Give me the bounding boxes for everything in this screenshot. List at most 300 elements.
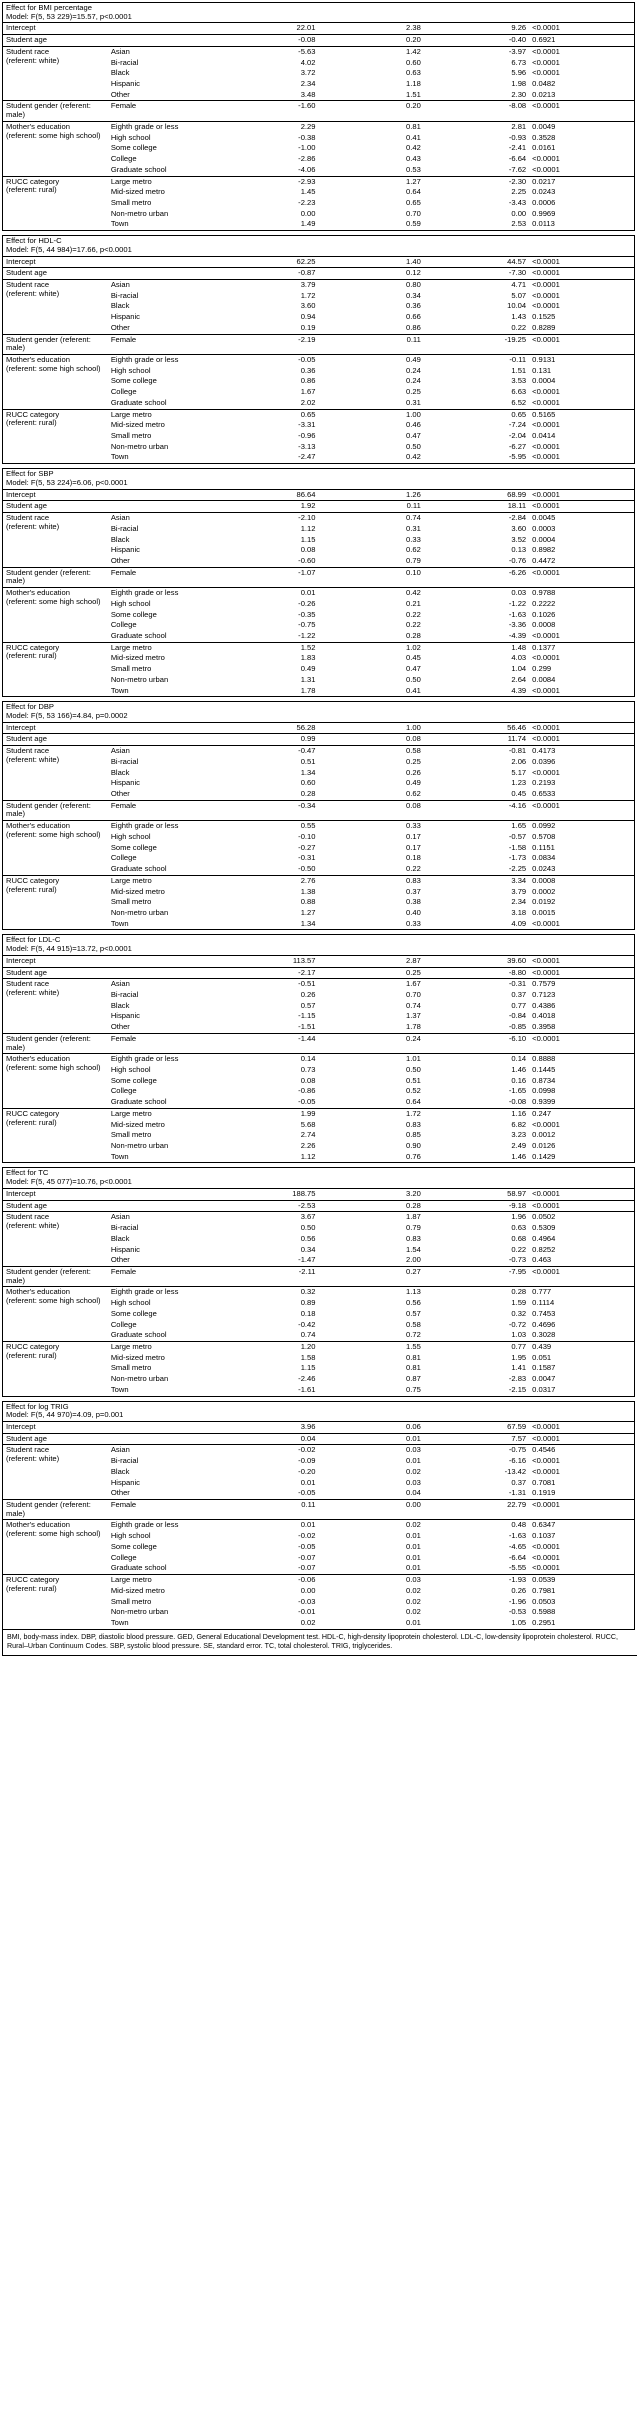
row-level: Asian [108,979,213,990]
estimate-cell: 2.02 [300,397,316,407]
p-cell: <0.0001 [529,800,634,820]
p-cell: <0.0001 [532,290,560,300]
t-cell: -0.73 [508,1255,527,1265]
row-level [108,1433,213,1445]
row-level: High school [110,1531,151,1541]
row-level: Bi-racial [110,290,139,300]
row-label: Student age [3,1433,108,1445]
estimate-cell: 0.55 [213,821,318,832]
t-cell: -1.65 [508,1086,527,1096]
estimate-cell: 1.34 [300,767,316,777]
p-cell: <0.0001 [532,685,560,695]
se-cell: 0.02 [406,1585,421,1595]
t-cell: 1.23 [511,778,527,788]
row-label: Student gender (referent: male) [3,1033,108,1053]
t-cell: -4.65 [508,1541,527,1551]
section-spacer [0,1397,637,1399]
se-cell: 0.37 [406,886,421,896]
se-cell: 0.50 [406,674,421,684]
table-row [3,279,635,290]
t-cell: 4.71 [424,279,529,290]
p-cell: <0.0001 [532,1456,560,1466]
p-cell: <0.0001 [529,46,634,57]
row-level: Mid-sized metro [110,886,165,896]
p-cell: 0.0243 [532,187,556,197]
se-cell: 1.72 [318,1108,423,1119]
t-cell: 1.05 [511,1617,527,1627]
p-cell: 0.0008 [529,875,634,886]
section-outcome-label: Effect for log TRIG [6,1401,69,1411]
estimate-cell: 1.72 [300,290,316,300]
t-cell: -2.83 [508,1374,527,1384]
section-outcome-label: Effect for HDL-C [6,236,62,246]
t-cell: -4.39 [508,630,527,640]
estimate-cell: 1.12 [300,1151,316,1161]
se-cell: 0.20 [318,35,423,47]
row-level: Small metro [110,1363,152,1373]
se-cell: 0.41 [406,685,421,695]
se-cell: 0.43 [406,154,421,164]
se-cell: 1.27 [318,176,423,187]
section-model-label: Model: F(5, 44 984)=17.66, p<0.0001 [6,244,132,254]
table-row [3,355,635,366]
t-cell: 3.52 [511,534,527,544]
p-cell: 0.0502 [529,1212,634,1223]
p-cell: 0.8289 [532,322,556,332]
p-cell: <0.0001 [532,1119,560,1129]
se-cell: 0.38 [406,897,421,907]
p-cell: 0.1587 [532,1363,556,1373]
t-cell: 1.98 [511,79,527,89]
group-referent: (referent: some high school) [6,130,101,140]
t-cell: -2.41 [508,143,527,153]
t-cell: 44.57 [507,256,527,266]
t-cell: -13.42 [504,1466,527,1476]
row-label [3,355,108,410]
t-cell: -2.04 [508,431,527,441]
estimate-cell: 0.51 [300,756,316,766]
row-label: Student age [3,501,108,513]
p-cell: <0.0001 [532,301,560,311]
estimate-cell: -0.07 [298,1552,316,1562]
row-level: High school [110,1065,151,1074]
t-cell: 0.32 [511,1308,527,1318]
estimate-cell: -2.46 [298,1374,316,1384]
p-cell: 0.0012 [532,1130,556,1140]
results-table [2,468,635,697]
estimate-cell: 3.60 [300,301,316,311]
row-level: Female [108,800,213,820]
estimate-cell: 1.12 [300,523,316,533]
row-level: Eighth grade or less [108,588,213,599]
table-row [3,1212,635,1223]
se-cell: 0.02 [406,1596,421,1606]
t-cell: -3.43 [508,197,527,207]
se-cell: 0.28 [406,630,421,640]
t-cell: 0.68 [511,1233,527,1243]
t-cell: -6.64 [508,154,527,164]
row-label [3,409,108,464]
se-cell: 0.18 [406,853,421,863]
row-level: Hispanic [110,1244,140,1254]
table-row [3,1422,635,1434]
p-cell: <0.0001 [532,489,560,499]
t-cell: -0.81 [424,746,529,757]
p-cell: 0.1525 [532,312,556,322]
group-referent: (referent: rural) [6,418,57,428]
t-cell: -2.84 [424,513,529,524]
group-label: Mother's education [6,121,70,131]
t-cell: 1.46 [511,1065,527,1074]
table-row [3,979,635,990]
estimate-cell: -0.27 [298,842,316,852]
estimate-cell: 1.83 [300,653,316,663]
row-level [108,256,213,268]
row-level: Large metro [108,1575,213,1586]
row-level: Large metro [108,409,213,420]
row-level: Asian [108,746,213,757]
se-cell: 0.02 [406,1466,421,1476]
t-cell: 3.18 [511,907,527,917]
row-level: Mid-sized metro [110,1119,165,1129]
se-cell: 0.49 [318,355,423,366]
section-header-row [3,1168,635,1188]
t-cell: 1.16 [424,1108,529,1119]
group-label: Mother's education [6,1520,70,1530]
se-cell: 0.22 [406,620,421,630]
t-cell: -1.58 [508,842,527,852]
se-cell: 0.86 [406,322,421,332]
t-cell: 67.59 [507,1422,527,1431]
t-cell: 4.39 [511,685,527,695]
t-cell: 3.79 [511,886,527,896]
p-cell: 0.131 [532,365,552,375]
group-referent: (referent: some high school) [6,363,101,373]
estimate-cell: -2.10 [213,513,318,524]
p-cell: <0.0001 [532,256,560,266]
se-cell: 0.64 [406,187,421,197]
table-footnote: BMI, body-mass index. DBP, diastolic blood pressure. GED, General Educational Development test. HDL-C, high-density lipoprotein cholesterol. LDL-C, low-density lipoprotein cholesterol. RUCC, Rural–Urban Continuum Codes. SBP, systolic blood pressure. SE, standard error. TC, total cholesterol. TRIG, triglycerides. [2,1630,637,1656]
se-cell: 0.01 [318,1433,423,1445]
estimate-cell: 0.18 [300,1308,316,1318]
p-cell: 0.7981 [532,1585,556,1595]
estimate-cell: -0.96 [298,431,316,441]
se-cell: 0.72 [406,1330,421,1340]
table-row [3,23,635,35]
se-cell: 0.11 [318,334,423,354]
table-row [3,46,635,57]
estimate-cell: -3.31 [298,420,316,430]
t-cell: 1.65 [424,821,529,832]
p-cell: <0.0001 [532,1541,560,1551]
estimate-cell: -0.26 [298,598,316,608]
se-cell: 0.24 [318,1033,423,1053]
se-cell: 0.42 [406,452,421,462]
table-row [3,734,635,746]
row-label [3,1108,108,1163]
t-cell: 1.43 [511,312,527,322]
table-row [3,967,635,979]
group-referent: (referent: some high school) [6,1063,101,1072]
row-level: Bi-racial [110,1223,139,1233]
row-level: Some college [110,376,157,386]
se-cell: 0.28 [318,1200,423,1212]
estimate-cell: -0.42 [298,1319,316,1329]
t-cell: -0.08 [508,1097,527,1107]
p-cell: 0.439 [529,1341,634,1352]
se-cell: 0.31 [406,523,421,533]
estimate-cell: -2.47 [298,452,316,462]
row-label [3,176,108,231]
group-label: Student race [6,746,50,756]
se-cell: 1.54 [406,1244,421,1254]
se-cell: 1.51 [406,89,421,99]
p-cell: 0.6347 [529,1520,634,1531]
table-row [3,1433,635,1445]
p-cell: <0.0001 [529,501,634,513]
row-level: Female [108,1266,213,1286]
p-cell: <0.0001 [529,1033,634,1053]
estimate-cell: 1.15 [300,1363,316,1373]
group-label: Student race [6,513,50,523]
t-cell: -7.62 [508,164,527,174]
p-cell: 0.9131 [529,355,634,366]
row-label [3,1287,108,1342]
p-cell: 0.0396 [532,756,556,766]
p-cell: 0.0482 [532,79,556,89]
se-cell: 0.41 [406,132,421,142]
t-cell: 0.37 [511,1477,527,1487]
p-cell: <0.0001 [532,1422,560,1431]
se-cell: 0.50 [406,1065,421,1074]
estimate-cell: 3.67 [213,1212,318,1223]
row-level: Some college [110,1075,157,1085]
se-cell: 0.81 [406,1352,421,1362]
se-cell: 0.45 [406,653,421,663]
table-row [3,176,635,187]
estimate-cell: 1.99 [213,1108,318,1119]
se-cell: 0.87 [406,1374,421,1384]
row-level [108,1200,213,1212]
se-cell: 0.42 [318,588,423,599]
t-cell: 3.53 [511,376,527,386]
row-label: Intercept [6,722,36,732]
se-cell: 2.38 [406,23,421,33]
estimate-cell: 0.01 [213,588,318,599]
p-cell: <0.0001 [532,1466,560,1476]
p-cell: 0.2222 [532,598,556,608]
row-label: Student age [3,35,108,47]
estimate-cell: 0.32 [213,1287,318,1298]
row-level [108,268,213,280]
p-cell: <0.0001 [532,955,560,965]
group-referent: (referent: some high school) [6,1529,101,1539]
section-header-row [3,935,635,955]
group-label: Mother's education [6,1054,70,1064]
section-outcome-label: Effect for LDL-C [6,935,61,945]
estimate-cell: -0.75 [298,620,316,630]
row-level: Mid-sized metro [110,1352,165,1362]
estimate-cell: -2.86 [298,154,316,164]
p-cell: 0.1114 [532,1298,555,1308]
group-label: RUCC category [6,642,60,652]
t-cell: 4.09 [511,918,527,928]
table-row [3,746,635,757]
estimate-cell: 3.79 [213,279,318,290]
t-cell: -2.30 [424,176,529,187]
p-cell: 0.777 [529,1287,634,1298]
p-cell: 0.299 [532,664,552,674]
t-cell: 2.06 [511,756,527,766]
se-cell: 0.36 [406,301,421,311]
table-row [3,1188,635,1200]
row-level: Graduate school [110,164,167,174]
row-level [108,722,213,734]
group-referent: (referent: rural) [6,651,57,661]
row-level: Large metro [108,875,213,886]
results-table [2,235,635,464]
row-label [3,1341,108,1396]
group-label: Mother's education [6,588,70,598]
estimate-cell: 1.49 [300,219,316,229]
se-cell: 0.60 [406,57,421,67]
t-cell: 39.60 [507,955,527,965]
t-cell: 2.25 [511,187,527,197]
p-cell: 0.5165 [529,409,634,420]
t-cell: 22.79 [424,1500,529,1520]
section-spacer [0,1163,637,1165]
estimate-cell: 0.65 [213,409,318,420]
table-row [3,256,635,268]
t-cell: 4.03 [511,653,527,663]
p-cell: 0.2193 [532,778,556,788]
p-cell: 0.0213 [532,89,556,99]
row-level: Bi-racial [110,756,139,766]
se-cell: 0.83 [318,875,423,886]
se-cell: 0.90 [406,1141,421,1151]
se-cell: 0.62 [406,789,421,799]
estimate-cell: -5.63 [213,46,318,57]
se-cell: 0.74 [406,1000,421,1010]
row-level: Asian [108,1212,213,1223]
t-cell: 2.81 [424,121,529,132]
t-cell: -0.85 [508,1022,527,1032]
row-label: Student age [3,967,108,979]
table-row [3,722,635,734]
row-level: Other [110,789,130,799]
group-label: Student race [6,1445,50,1455]
section-model-label: Model: F(5, 53 166)=4.84, p=0.0002 [6,711,128,720]
estimate-cell: 0.11 [213,1500,318,1520]
t-cell: 6.52 [511,397,527,407]
se-cell: 0.49 [406,778,421,788]
p-cell: 0.1026 [532,609,556,619]
row-label: Student age [3,268,108,280]
se-cell: 0.64 [406,1097,421,1107]
p-cell: 0.1377 [529,642,634,653]
table-row [3,1108,635,1119]
row-level: Female [108,101,213,121]
p-cell: 0.0002 [532,886,556,896]
row-label [3,746,108,801]
group-label: Mother's education [6,1287,70,1297]
estimate-cell: -0.87 [213,268,318,280]
row-level [108,1422,213,1434]
section-outcome-label: Effect for TC [6,1168,49,1178]
row-level: Eighth grade or less [108,1054,213,1065]
row-level: Black [110,1466,130,1476]
p-cell: 0.0317 [532,1384,556,1394]
estimate-cell: -1.22 [298,630,316,640]
row-label [3,513,108,568]
t-cell: 56.46 [507,722,527,732]
section-spacer [0,697,637,699]
row-level: Non-metro urban [110,1141,169,1151]
estimate-cell: 2.74 [300,1130,316,1140]
group-referent: (referent: white) [6,1221,60,1231]
t-cell: 0.14 [424,1054,529,1065]
t-cell: 2.34 [511,897,527,907]
row-level: Other [110,555,130,565]
se-cell: 0.01 [406,1531,421,1541]
section-model-label: Model: F(5, 53 224)=6.06, p<0.0001 [6,477,128,487]
t-cell: -0.76 [508,555,527,565]
table-row [3,955,635,967]
estimate-cell: -0.05 [298,1541,316,1551]
se-cell: 0.03 [318,1445,423,1456]
row-label: Student gender (referent: male) [3,101,108,121]
table-row [3,121,635,132]
t-cell: -0.53 [508,1607,527,1617]
estimate-cell: 0.14 [213,1054,318,1065]
p-cell: <0.0001 [529,1433,634,1445]
section-title [3,702,635,722]
p-cell: 0.0503 [532,1596,556,1606]
estimate-cell: 3.96 [300,1422,316,1431]
t-cell: 6.73 [511,57,527,67]
se-cell: 1.67 [318,979,423,990]
row-level: Mid-sized metro [110,420,165,430]
t-cell: 58.97 [507,1188,527,1198]
p-cell: 0.0004 [532,534,556,544]
se-cell: 0.33 [406,918,421,928]
p-cell: <0.0001 [532,164,560,174]
p-cell: 0.8982 [532,545,556,555]
table-row [3,409,635,420]
row-level: Other [110,1022,130,1032]
group-label: RUCC category [6,176,60,186]
estimate-cell: -3.13 [298,441,316,451]
table-row [3,800,635,820]
p-cell: 0.0003 [532,523,556,533]
se-cell: 0.75 [406,1384,421,1394]
se-cell: 0.24 [406,365,421,375]
group-referent: (referent: white) [6,754,60,764]
row-level: Black [110,767,130,777]
se-cell: 0.56 [406,1298,421,1308]
estimate-cell: 1.38 [300,886,316,896]
t-cell: 0.48 [424,1520,529,1531]
row-level: Female [108,334,213,354]
estimate-cell: 1.34 [300,918,316,928]
estimate-cell: 0.89 [300,1298,316,1308]
row-level: Town [110,1151,129,1161]
t-cell: -0.31 [424,979,529,990]
estimate-cell: 0.19 [300,322,316,332]
group-referent: (referent: rural) [6,1350,57,1360]
table-row [3,642,635,653]
p-cell: <0.0001 [532,23,560,33]
